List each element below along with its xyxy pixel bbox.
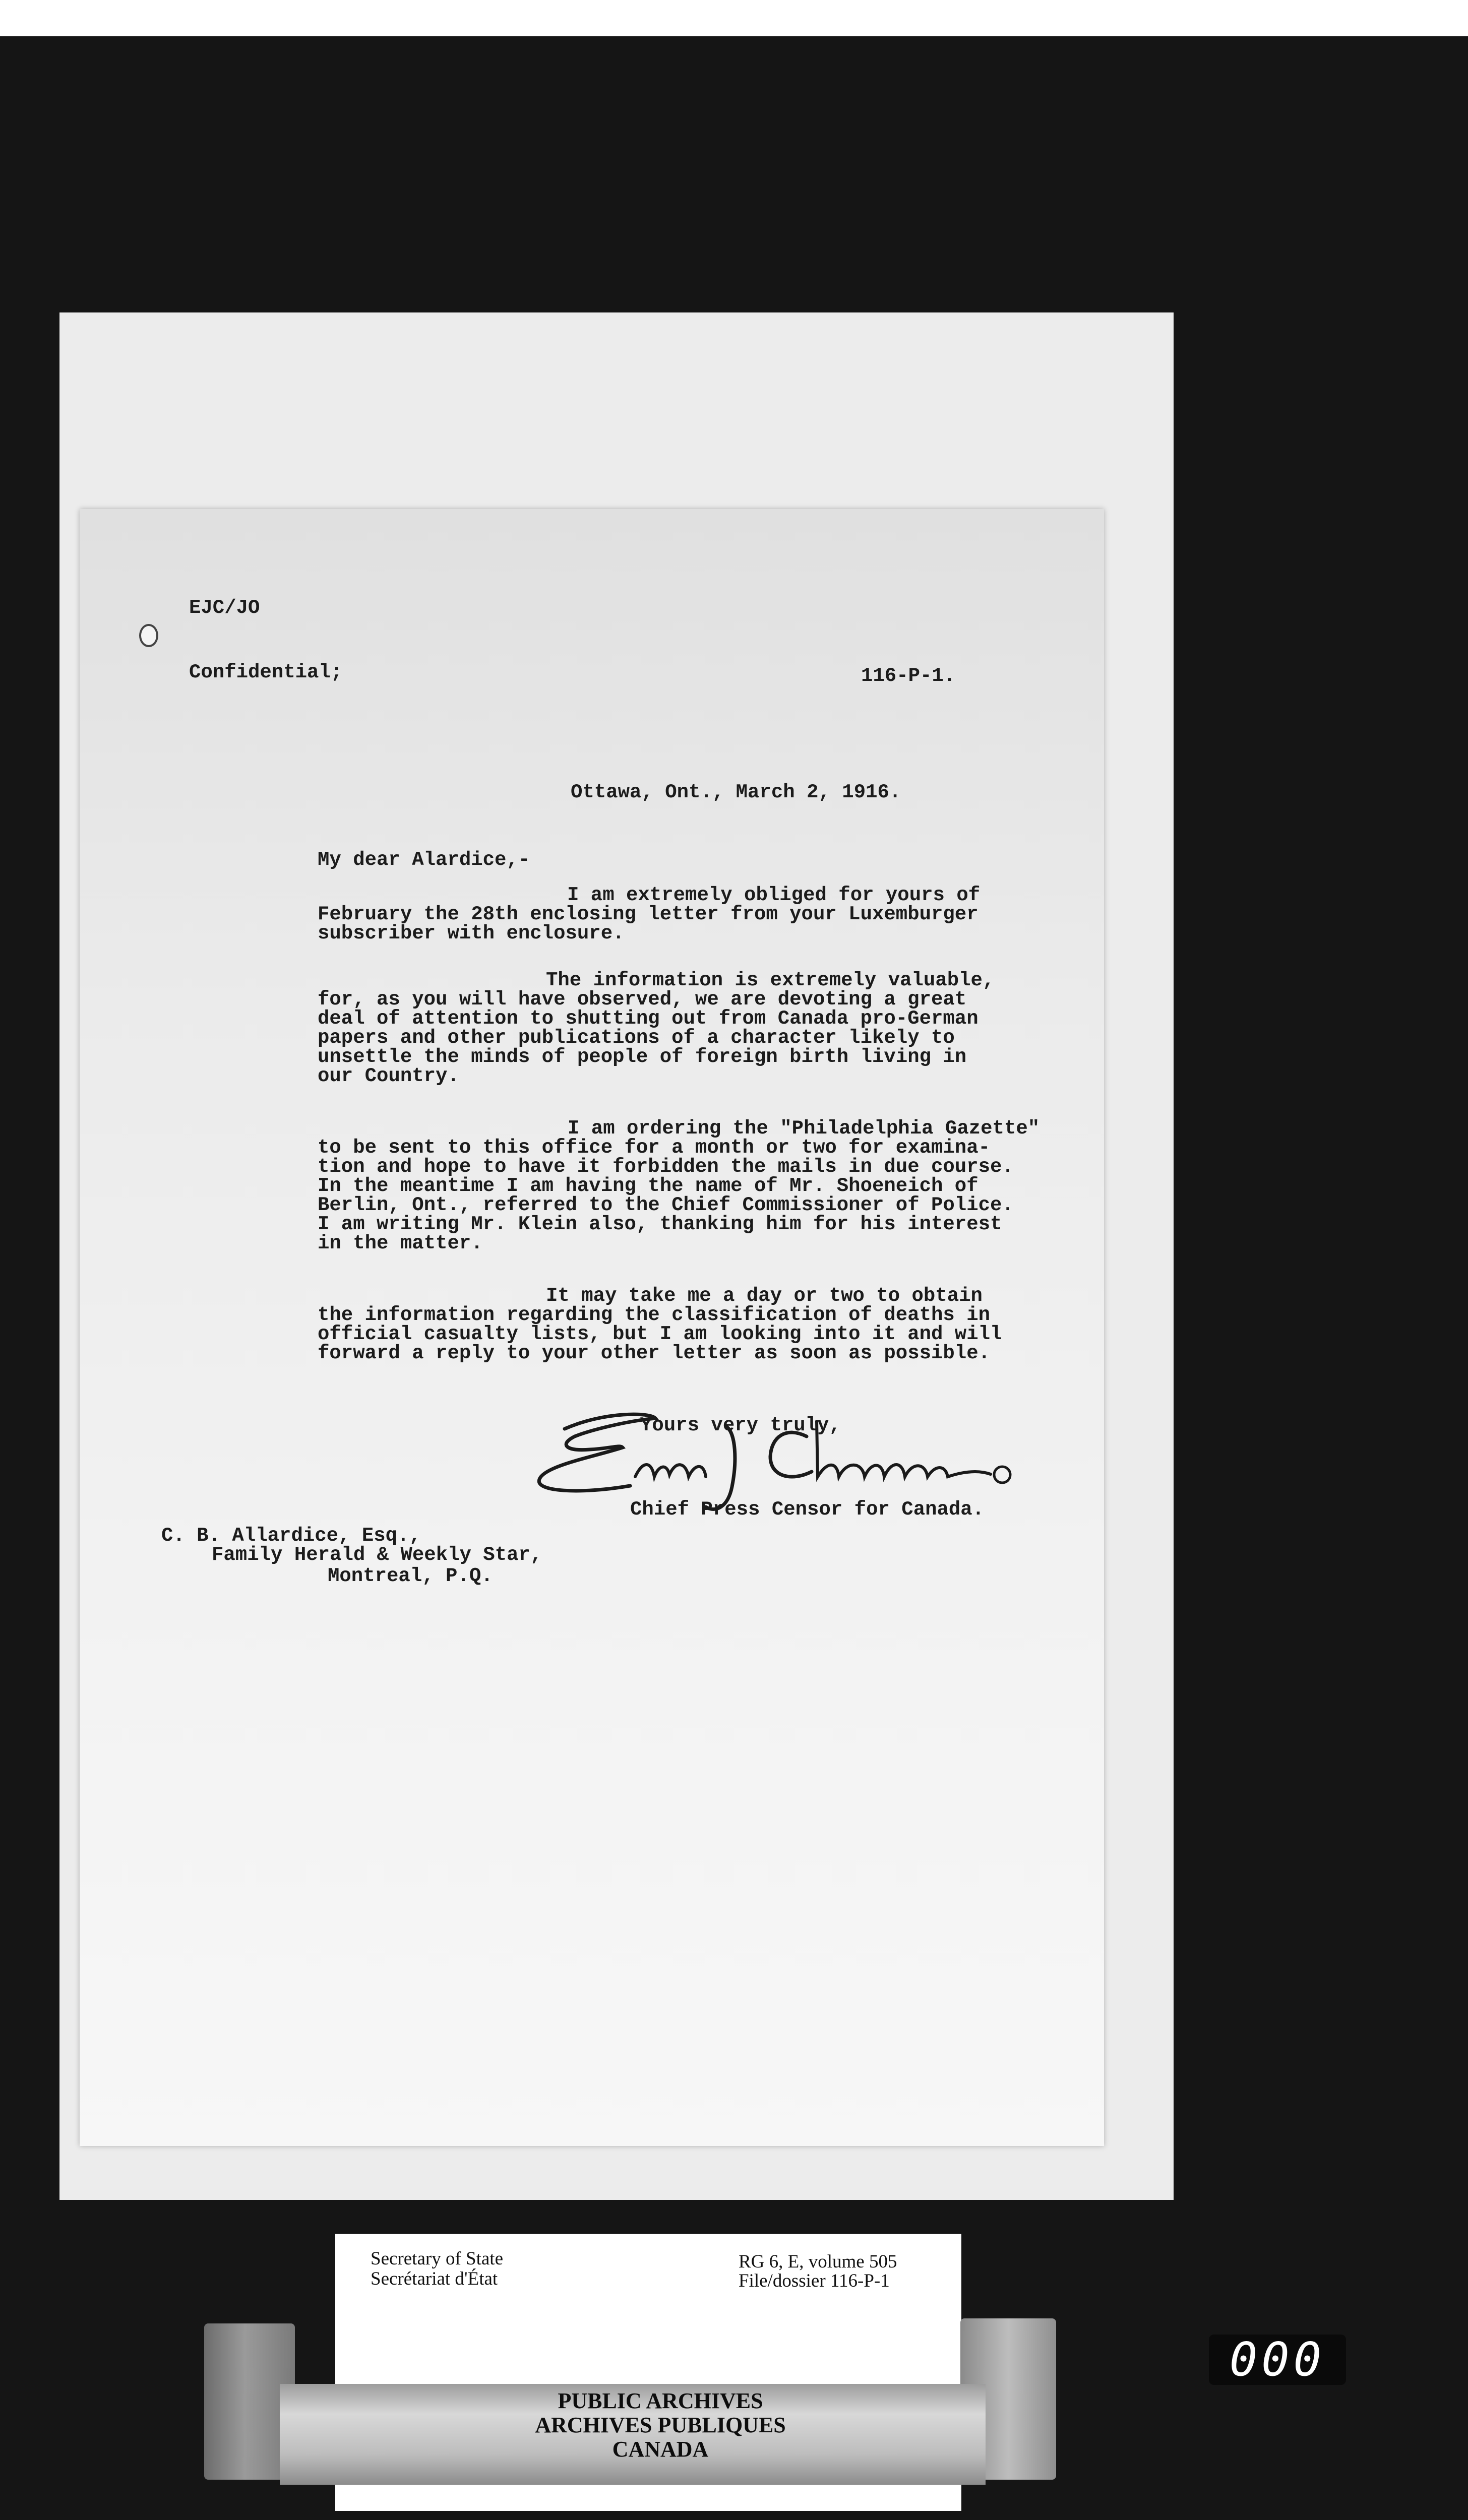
paragraph-4-body: the information regarding the classification of deaths in official casualty lists, but I am looking into it and will forward a reply to your other letter as soon as possible.	[318, 1304, 1002, 1364]
archives-line-1: PUBLIC ARCHIVES	[558, 2388, 763, 2413]
department-fr: Secrétariat d'État	[371, 2269, 498, 2289]
record-group: RG 6, E, volume 505	[739, 2251, 897, 2272]
frame-counter-digits: 000	[1229, 2333, 1326, 2386]
paragraph-2-body: for, as you will have observed, we are devoting a great deal of attention to shutting out from Canada pro-German papers and other publications of a character likely to unsettle the minds of people of foreign birth living in our Country.	[318, 988, 978, 1087]
addressee-city: Montreal, P.Q.	[328, 1565, 493, 1587]
addressee-organization: Family Herald & Weekly Star,	[212, 1544, 542, 1566]
paragraph-4-first-line: It may take me a day or two to obtain	[546, 1285, 983, 1307]
paragraph-2-first-line: The information is extremely valuable,	[546, 969, 995, 991]
paragraph-1-body: February the 28th enclosing letter from your Luxemburger subscriber with enclosure.	[318, 903, 978, 944]
paragraph-3-first-line: I am ordering the "Philadelphia Gazette"	[568, 1117, 1040, 1140]
reference-initials: EJC/JO	[189, 597, 260, 619]
file-dossier: File/dossier 116-P-1	[739, 2271, 890, 2291]
place-date: Ottawa, Ont., March 2, 1916.	[571, 781, 901, 803]
classification: Confidential;	[189, 661, 343, 683]
archives-line-2: ARCHIVES PUBLIQUES	[535, 2413, 786, 2437]
department-en: Secretary of State	[371, 2248, 503, 2269]
salutation: My dear Alardice,-	[318, 849, 530, 871]
archives-line-3: CANADA	[612, 2437, 709, 2462]
punch-hole	[139, 624, 158, 647]
closing: Yours very truly,	[640, 1414, 841, 1436]
file-number: 116-P-1.	[861, 665, 956, 687]
paragraph-3-body: to be sent to this office for a month or two for examina- tion and hope to have it forbidden the mails in due course. In the meantime I am having the name of Mr. Shoeneich of Berlin, Ont., referred to the Chief Commissioner of Police. I am writing Mr. Klein also, thanking him for his interest in the matter.	[318, 1137, 1014, 1254]
public-archives-label	[466, 2389, 854, 2462]
paragraph-1-first-line: I am extremely obliged for yours of	[567, 884, 981, 906]
frame-counter	[1209, 2335, 1346, 2385]
top-border-strip	[0, 0, 1468, 36]
addressee-name: C. B. Allardice, Esq.,	[161, 1525, 421, 1547]
archives-tape	[204, 2323, 1056, 2480]
signer-title: Chief Press Censor for Canada.	[630, 1498, 985, 1521]
